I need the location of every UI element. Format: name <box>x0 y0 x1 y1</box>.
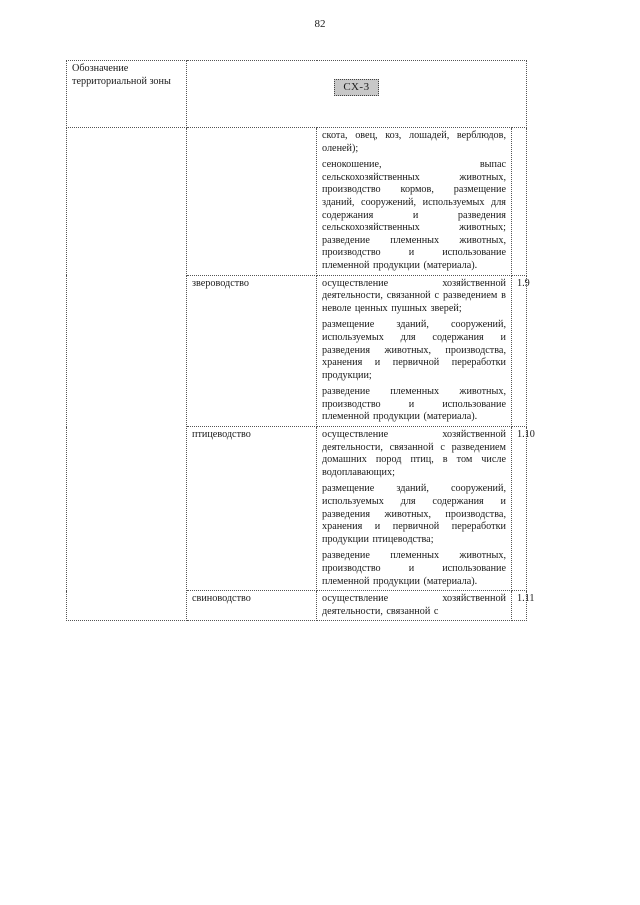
zone-code-badge: СХ-3 <box>334 79 378 96</box>
use-name: звероводство <box>187 275 317 427</box>
zoning-table <box>66 60 535 621</box>
use-name: свиноводство <box>187 591 317 621</box>
description-paragraph: разведение племенных животных, производство и использование племенной продукции (материала). <box>322 386 506 423</box>
table-header-row <box>67 61 527 128</box>
description-paragraph: осуществление хозяйственной деятельности, связанной с разведением домашних пород птиц, в том числе водоплавающих; <box>322 429 506 478</box>
description-paragraph: скота, овец, коз, лошадей, верблюдов, оленей); <box>322 130 506 154</box>
description-paragraph: осуществление хозяйственной деятельности, связанной с <box>322 593 506 617</box>
use-description <box>317 128 512 276</box>
use-description <box>317 591 512 621</box>
zone-label-cell <box>67 61 187 128</box>
use-name <box>187 128 317 276</box>
page-number: 82 <box>314 18 326 30</box>
use-code <box>512 128 527 276</box>
zone-merged-cell <box>67 128 187 621</box>
zone-label: Обозначение территориальной зоны <box>72 63 171 87</box>
use-name: птицеводство <box>187 427 317 591</box>
description-paragraph: сенокошение, выпас сельскохозяйственных животных, производство кормов, размещение зданий, сооружений, используемых для содержания и разведения сельскохозяйственных животных; разведение племенных животных, производство и использование племенной продукции (материала). <box>322 159 506 271</box>
description-paragraph: размещение зданий, сооружений, используемых для содержания и разведения животных, производства, хранения и первичной переработки продукции; <box>322 319 506 381</box>
use-code: 1.10 <box>512 427 527 591</box>
use-description <box>317 275 512 427</box>
use-code: 1.9 <box>512 275 527 427</box>
use-code: 1.11 <box>512 591 527 621</box>
description-paragraph: разведение племенных животных, производство и использование племенной продукции (материала). <box>322 550 506 587</box>
use-description <box>317 427 512 591</box>
zone-code-cell <box>187 61 527 128</box>
table-row <box>67 128 527 276</box>
description-paragraph: размещение зданий, сооружений, используемых для содержания и разведения животных, производства, хранения и первичной переработки продукции птицеводства; <box>322 483 506 545</box>
description-paragraph: осуществление хозяйственной деятельности, связанной с разведением в неволе ценных пушных зверей; <box>322 277 506 314</box>
